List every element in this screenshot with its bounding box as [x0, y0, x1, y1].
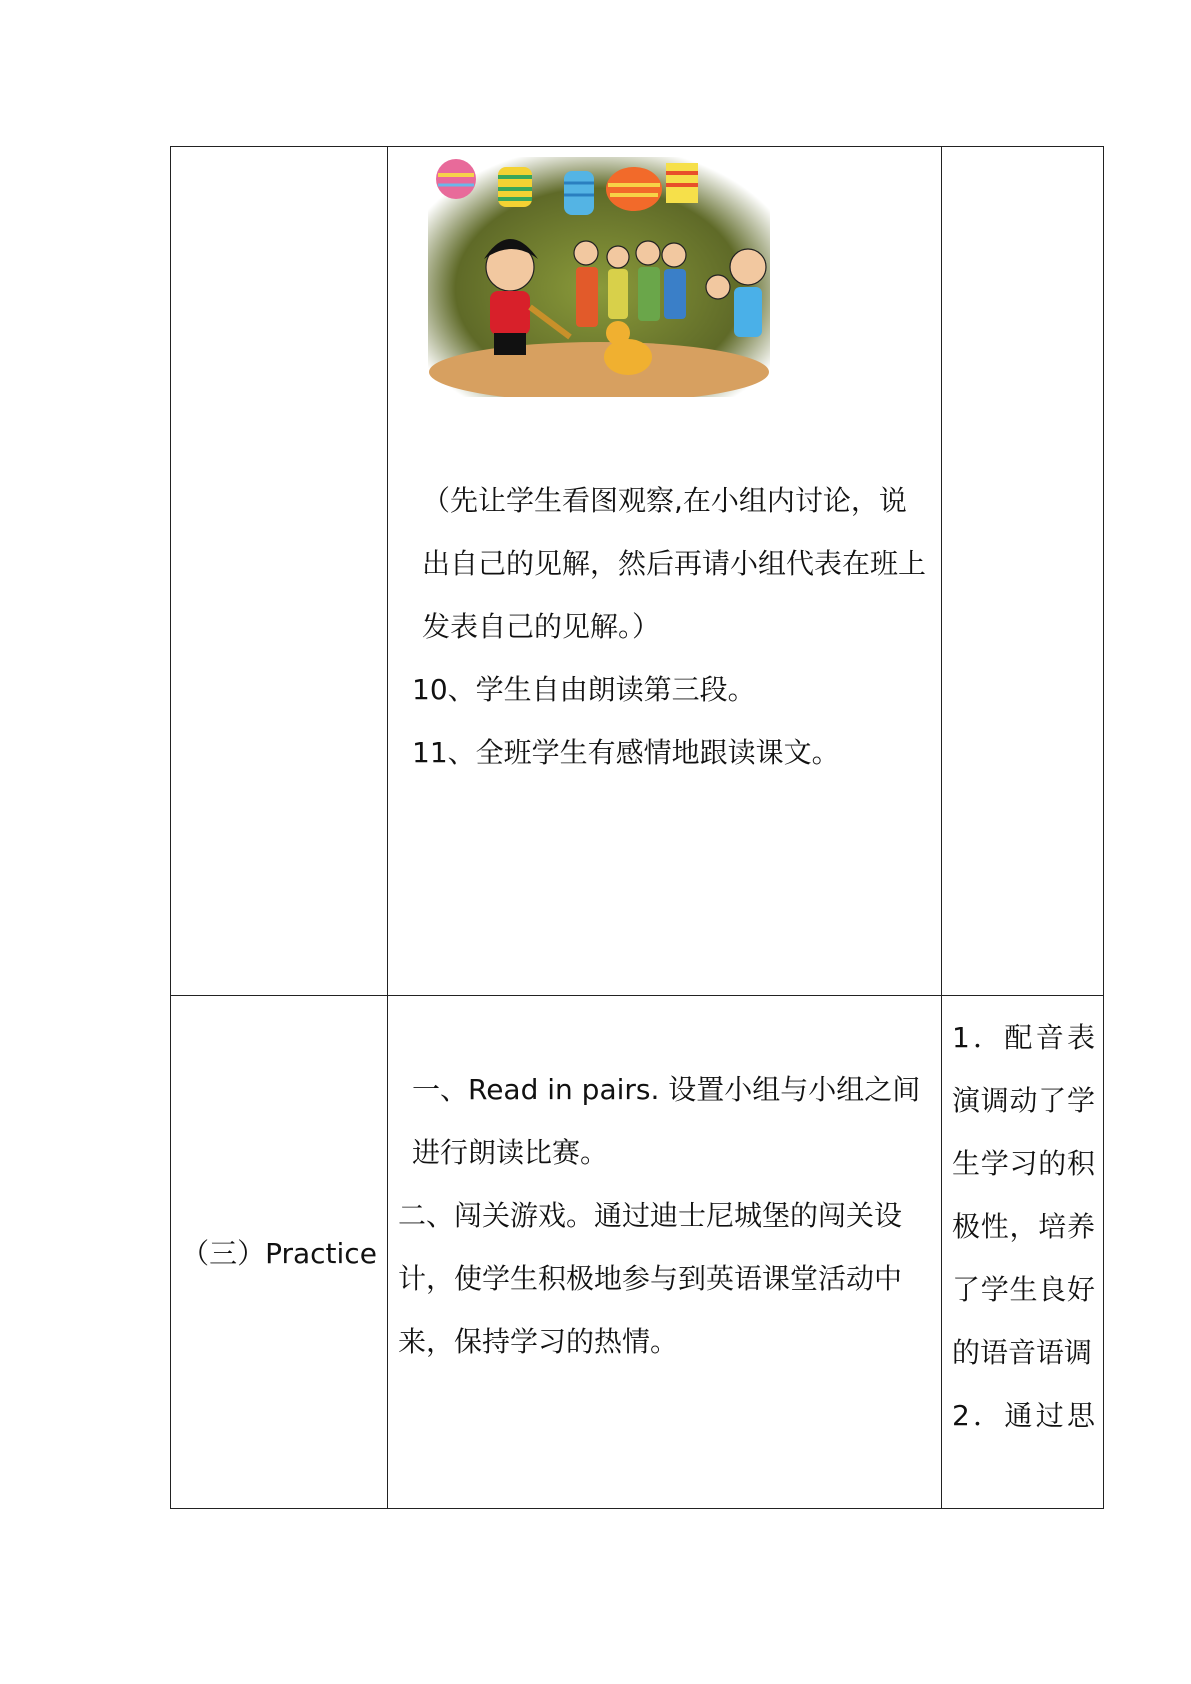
table-row	[171, 147, 1104, 996]
activity-1-text: 一、Read in pairs. 设置小组与小组之间进行朗读比赛。	[412, 1073, 921, 1169]
instruction-text: （先让学生看图观察,在小组内讨论，说出自己的见解，然后再请小组代表在班上发表自己的见解。）	[422, 484, 927, 643]
stage-cell	[171, 996, 388, 1509]
purpose-cell-empty	[942, 147, 1104, 996]
stage-cell-empty	[171, 147, 388, 996]
step-11-text: 11、全班学生有感情地跟读课文。	[412, 736, 840, 769]
table-row	[171, 996, 1104, 1509]
purpose-2-text: 2．通过思	[952, 1399, 1095, 1432]
activity-2-text: 二、闯关游戏。通过迪士尼城堡的闯关设计，使学生积极地参与到英语课堂活动中来，保持学习的热情。	[398, 1199, 903, 1358]
procedure-cell	[388, 996, 942, 1509]
procedure-cell	[388, 147, 942, 996]
stage-label: （三）Practice	[181, 1237, 377, 1270]
purpose-1-text: 1．配音表演调动了学生学习的积极性，培养了学生良好的语音语调	[952, 1021, 1095, 1369]
purpose-cell	[942, 996, 1104, 1509]
lesson-plan-table	[170, 146, 1104, 1509]
party-kids-illustration-icon	[428, 157, 770, 397]
step-10-text: 10、学生自由朗读第三段。	[412, 673, 756, 706]
